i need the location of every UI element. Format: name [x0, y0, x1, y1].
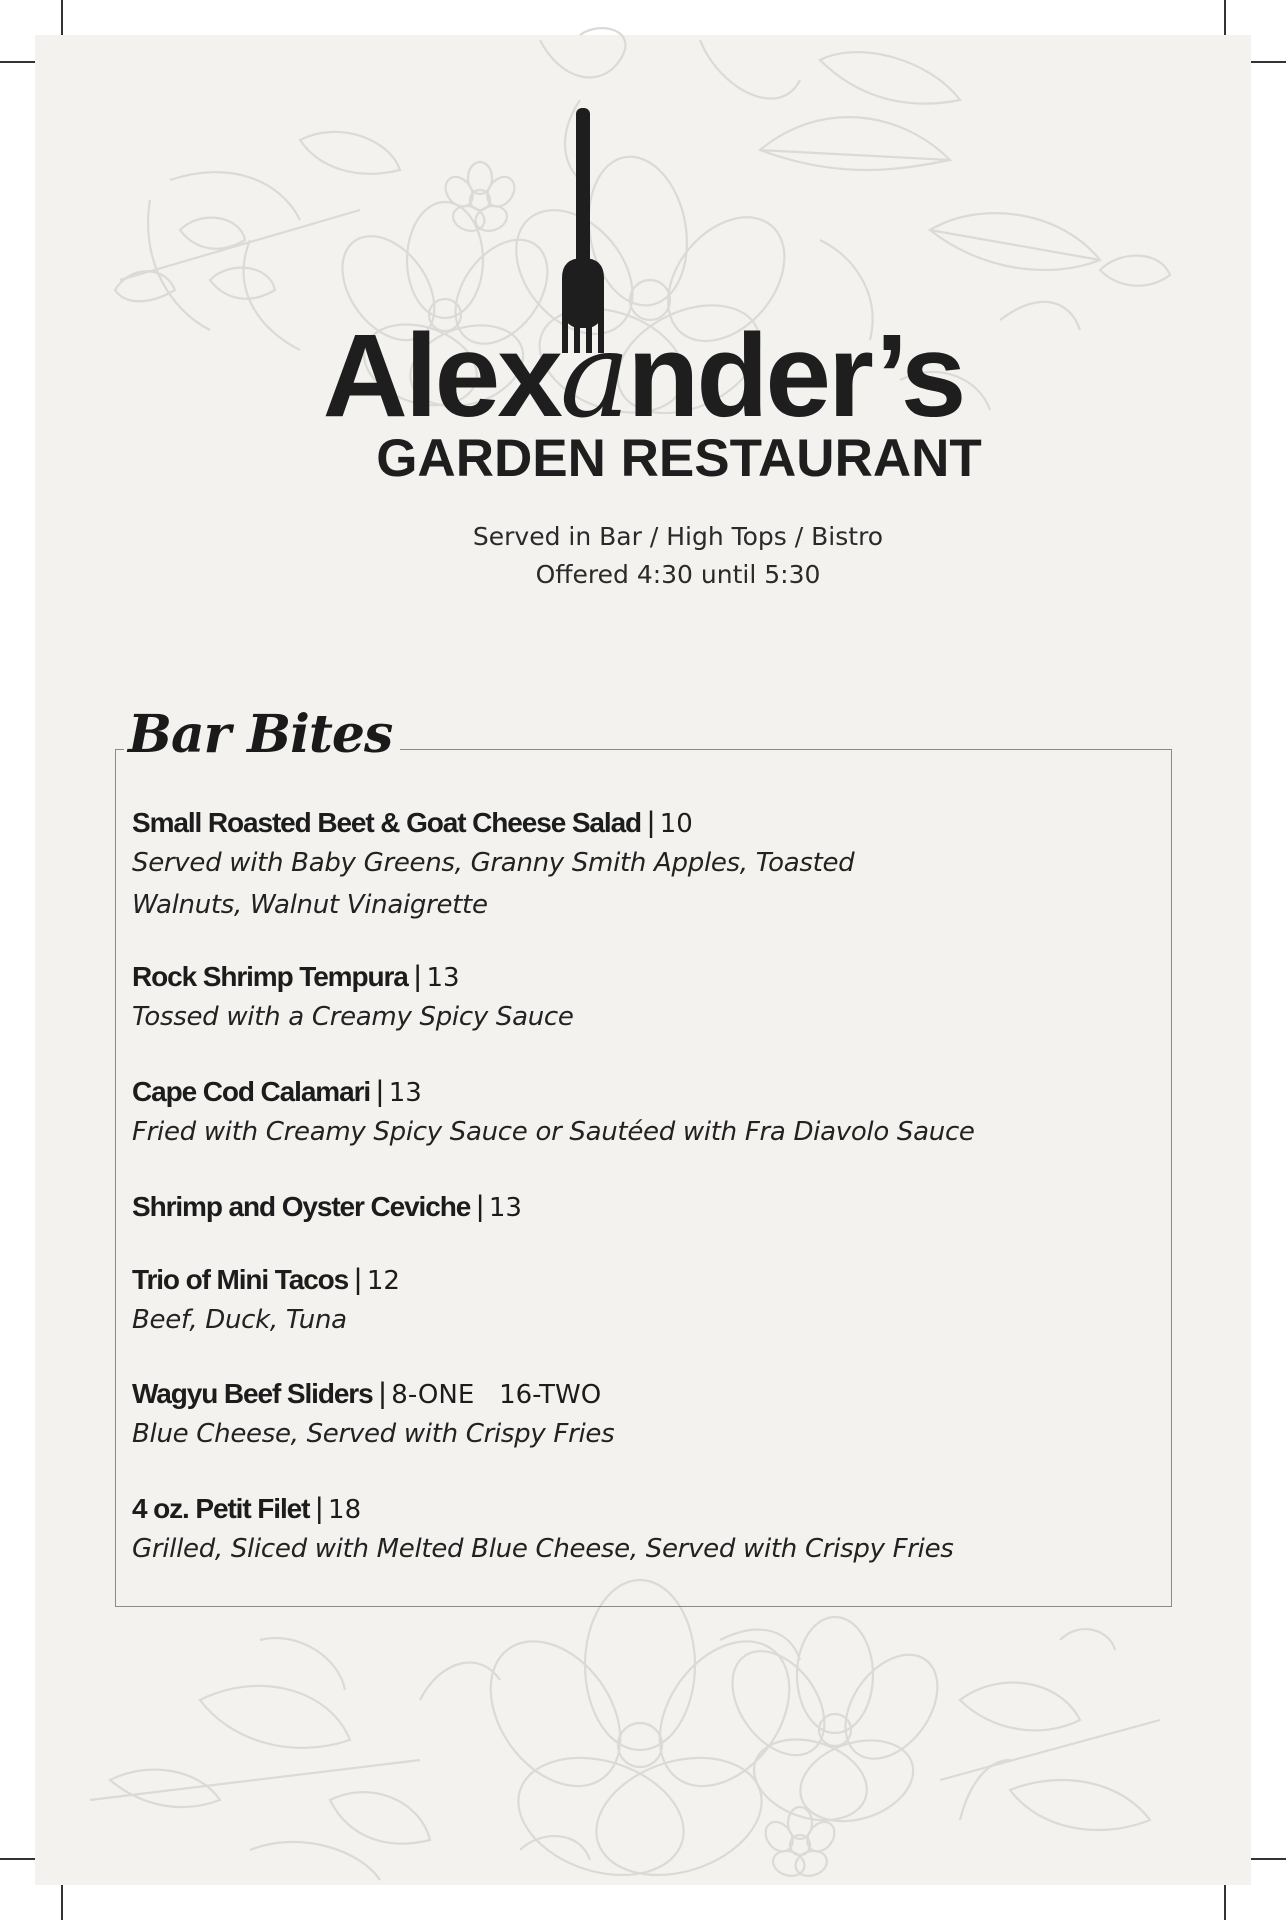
menu-item-price: 10 — [659, 809, 693, 839]
crop-mark — [0, 1858, 40, 1860]
menu-item-name: 4 oz. Petit Filet — [132, 1493, 310, 1524]
restaurant-name-part: nder’s — [627, 310, 964, 442]
menu-item-title — [132, 962, 1032, 992]
menu-item — [132, 1077, 1032, 1153]
menu-item — [132, 1379, 1032, 1455]
menu-item-price: 18 — [328, 1495, 362, 1525]
menu-item-title — [132, 1077, 1032, 1107]
menu-item-title — [132, 1494, 1032, 1524]
menu-item-price: 13 — [488, 1193, 522, 1223]
separator: | — [378, 1377, 386, 1410]
separator: | — [476, 1190, 483, 1223]
crop-mark — [61, 1880, 63, 1920]
menu-item-title — [132, 808, 972, 838]
crop-mark — [1224, 1880, 1226, 1920]
separator: | — [647, 806, 654, 839]
menu-item-name: Rock Shrimp Tempura — [132, 961, 408, 992]
menu-item-name: Wagyu Beef Sliders — [132, 1378, 373, 1409]
menu-item-price: 12 — [366, 1266, 400, 1296]
menu-item-title — [132, 1192, 522, 1222]
crop-mark — [1246, 61, 1286, 63]
crop-mark — [0, 61, 40, 63]
separator: | — [315, 1492, 323, 1525]
menu-item-price: 13 — [388, 1078, 422, 1108]
menu-item-title — [132, 1379, 1032, 1409]
menu-item-name: Small Roasted Beet & Goat Cheese Salad — [132, 807, 642, 838]
menu-item — [132, 808, 972, 926]
menu-item-description: Tossed with a Creamy Spicy Sauce — [132, 1002, 574, 1032]
menu-item-title — [132, 1265, 1032, 1295]
menu-item-description: Grilled, Sliced with Melted Blue Cheese, Served with Crispy Fries — [132, 1534, 954, 1564]
service-location: Served in Bar / High Tops / Bistro — [472, 522, 884, 551]
crop-mark — [61, 0, 63, 40]
restaurant-subtitle: GARDEN RESTAURANT — [376, 429, 982, 488]
menu-item — [132, 962, 1032, 1038]
restaurant-name — [0, 306, 1286, 444]
menu-item — [132, 1192, 522, 1222]
separator: | — [376, 1075, 383, 1108]
menu-item — [132, 1494, 1032, 1570]
menu-item-name: Cape Cod Calamari — [132, 1076, 371, 1107]
section-title: Bar Bites — [124, 708, 400, 763]
separator: | — [354, 1263, 361, 1296]
menu-item-price: 13 — [426, 963, 460, 993]
menu-item-description: Blue Cheese, Served with Crispy Fries — [132, 1419, 615, 1449]
menu-item-price: 8-ONE 16-TWO — [391, 1380, 602, 1410]
separator: | — [413, 960, 421, 993]
crop-mark — [1246, 1858, 1286, 1860]
menu-item-description: Fried with Creamy Spicy Sauce or Sautéed with Fra Diavolo Sauce — [132, 1117, 975, 1147]
menu-item-name: Shrimp and Oyster Ceviche — [132, 1191, 471, 1222]
restaurant-name-script-letter: a — [559, 306, 628, 444]
menu-item-name: Trio of Mini Tacos — [132, 1264, 349, 1295]
service-hours: Offered 4:30 until 5:30 — [535, 560, 821, 589]
menu-item-description: Beef, Duck, Tuna — [132, 1305, 347, 1335]
menu-item-description: Served with Baby Greens, Granny Smith Apples, Toasted Walnuts, Walnut Vinaigrette — [132, 848, 855, 920]
menu-item — [132, 1265, 1032, 1341]
crop-mark — [1224, 0, 1226, 40]
restaurant-name-part: Alex — [322, 310, 560, 442]
